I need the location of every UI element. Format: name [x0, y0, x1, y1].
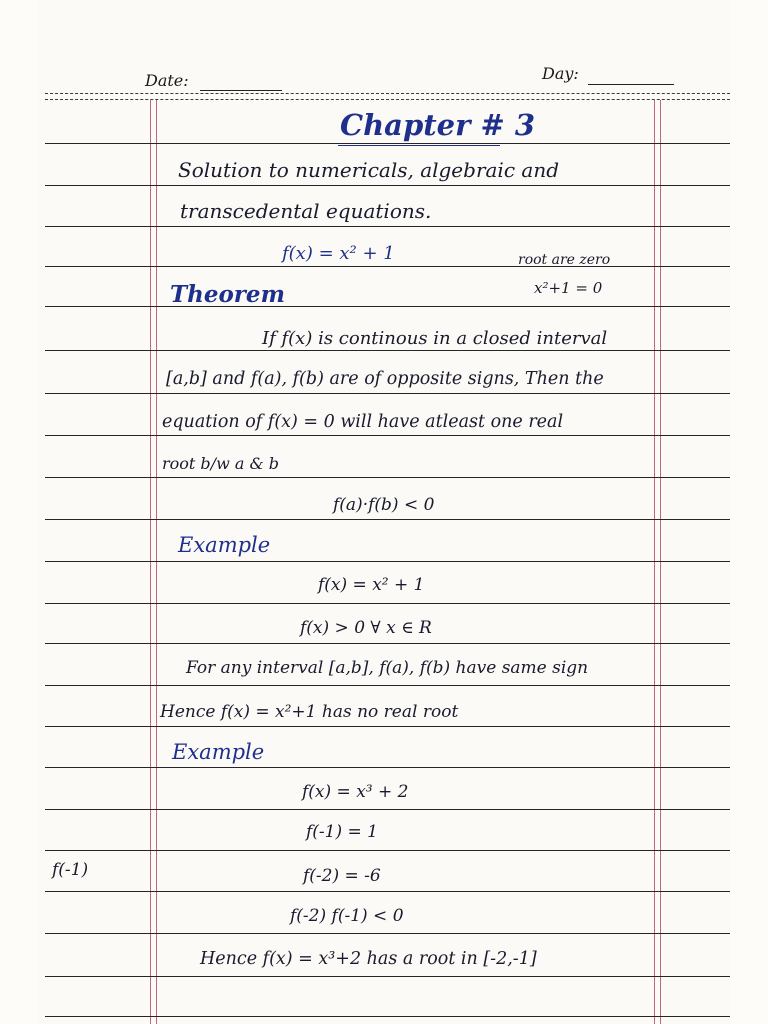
date-blank: [200, 90, 282, 91]
day-blank: [588, 84, 674, 85]
ruled-line: [45, 767, 730, 768]
root-note-2: x²+1 = 0: [534, 279, 603, 297]
header-rule-top: [45, 93, 730, 94]
ruled-line: [45, 143, 730, 144]
ruled-line: [45, 226, 730, 227]
day-label: Day:: [542, 64, 579, 83]
ruled-line: [45, 266, 730, 267]
theorem-line-3: equation of f(x) = 0 will have atleast one real: [162, 412, 564, 432]
left-margin-line-2: [156, 100, 157, 1024]
ruled-line: [45, 726, 730, 727]
ruled-line: [45, 809, 730, 810]
ruled-line: [45, 933, 730, 934]
example1-line-3: For any interval [a,b], f(a), f(b) have same sign: [186, 658, 589, 678]
ruled-line: [45, 519, 730, 520]
ruled-line: [45, 350, 730, 351]
right-margin-line-2: [660, 100, 661, 1024]
example-heading-1: Example: [178, 533, 271, 557]
ruled-line: [45, 685, 730, 686]
example1-line-1: f(x) = x² + 1: [318, 575, 425, 595]
example1-line-4: Hence f(x) = x²+1 has no real root: [160, 702, 459, 722]
theorem-line-1: If f(x) is continous in a closed interval: [262, 328, 608, 349]
ruled-line: [45, 976, 730, 977]
ruled-line: [45, 435, 730, 436]
ruled-line: [45, 643, 730, 644]
chapter-title: Chapter # 3: [340, 108, 536, 142]
root-note-1: root are zero: [518, 252, 611, 268]
margin-note: f(-1): [52, 860, 89, 880]
ruled-line: [45, 1016, 730, 1017]
ruled-line: [45, 477, 730, 478]
function-definition: f(x) = x² + 1: [282, 243, 395, 264]
left-margin-line: [150, 100, 151, 1024]
example2-line-4: f(-2) f(-1) < 0: [290, 906, 404, 926]
example-heading-2: Example: [172, 740, 265, 764]
example2-line-1: f(x) = x³ + 2: [302, 782, 409, 802]
ruled-line: [45, 306, 730, 307]
ruled-line: [45, 850, 730, 851]
theorem-condition: f(a)·f(b) < 0: [333, 495, 435, 515]
ruled-line: [45, 561, 730, 562]
theorem-heading: Theorem: [170, 281, 285, 308]
theorem-line-2: [a,b] and f(a), f(b) are of opposite signs, Then the: [166, 369, 604, 389]
subtitle-line-1: Solution to numericals, algebraic and: [178, 158, 559, 182]
ruled-line: [45, 603, 730, 604]
example2-line-3: f(-2) = -6: [303, 866, 381, 886]
ruled-line: [45, 393, 730, 394]
ruled-line: [45, 891, 730, 892]
example1-line-2: f(x) > 0 ∀ x ∈ R: [300, 618, 432, 638]
example2-line-5: Hence f(x) = x³+2 has a root in [-2,-1]: [200, 949, 537, 969]
right-margin-line: [654, 100, 655, 1024]
date-label: Date:: [145, 71, 189, 90]
ruled-line: [45, 185, 730, 186]
header-rule-bottom: [45, 99, 730, 100]
example2-line-2: f(-1) = 1: [306, 822, 378, 842]
theorem-line-4: root b/w a & b: [162, 454, 280, 473]
chapter-title-underline: [338, 145, 500, 146]
subtitle-line-2: transcedental equations.: [180, 199, 432, 223]
